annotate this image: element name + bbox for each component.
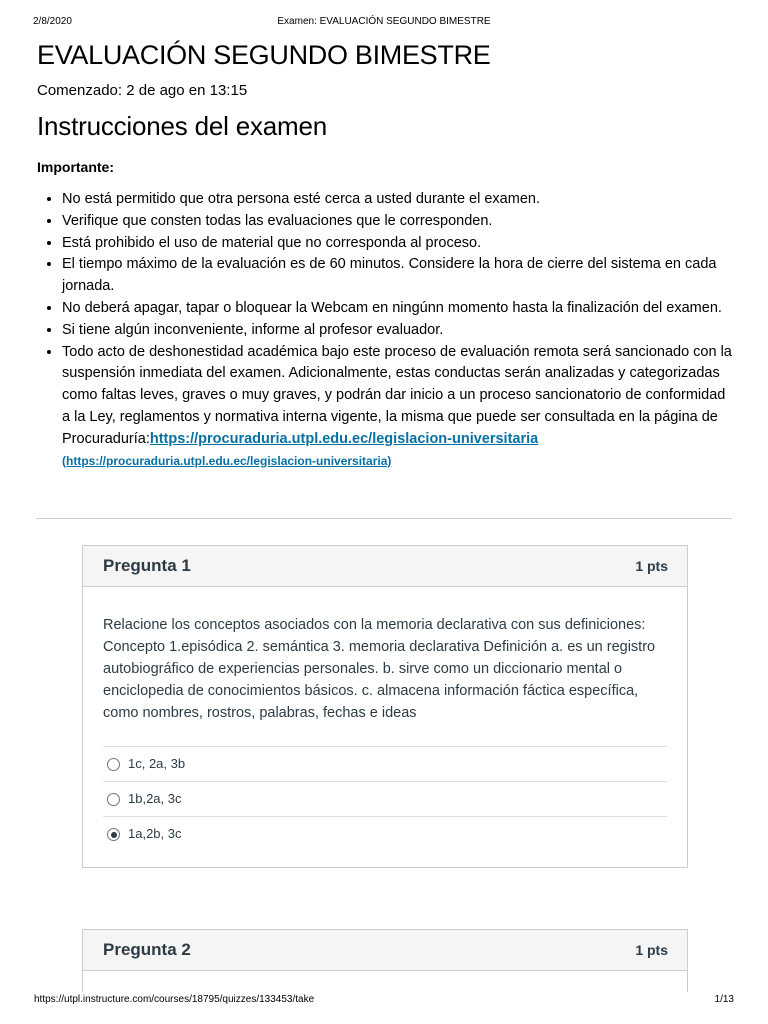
procuraduria-link[interactable]: https://procuraduria.utpl.edu.ec/legislacion-universitaria <box>149 430 539 447</box>
quiz-title: EVALUACIÓN SEGUNDO BIMESTRE <box>37 40 491 70</box>
important-label: Importante: <box>37 159 114 175</box>
print-page-number: 1/13 <box>714 994 734 1005</box>
question-name: Pregunta 2 <box>103 940 191 959</box>
answer-label[interactable]: 1a,2b, 3c <box>128 826 182 841</box>
radio-button[interactable] <box>107 758 120 771</box>
print-date: 2/8/2020 <box>33 16 72 27</box>
answer-option[interactable] <box>103 781 667 816</box>
section-divider <box>36 518 732 519</box>
answer-option-selected[interactable] <box>103 816 667 867</box>
answer-label[interactable]: 1c, 2a, 3b <box>128 756 186 771</box>
print-footer <box>0 994 768 1008</box>
quiz-content <box>37 38 732 470</box>
answer-list <box>103 746 667 867</box>
question-text: Relacione los conceptos asociados con la memoria declarativa con sus definiciones: Concepto 1.episódica 2. semántica 3. memoria declarativa Definición a. es un registro autobiográfico de experiencias personales. b. sirve como un diccionario mental o enciclopedia de conocimientos básicos. c. almacena información fáctica específica, como nombres, rostros, palabras, fechas e ideas <box>103 617 656 721</box>
question-points: 1 pts <box>635 558 668 574</box>
procuraduria-link-url[interactable]: (https://procuraduria.utpl.edu.ec/legislacion-universitaria) <box>62 453 392 468</box>
rule-item: • Está prohibido el uso de material que no corresponda al proceso. <box>62 233 732 255</box>
rule-item: • No está permitido que otra persona esté cerca a usted durante el examen. <box>62 189 732 211</box>
rule-item: • No deberá apagar, tapar o bloquear la Webcam en ningúnn momento hasta la finalización del examen. <box>62 298 732 320</box>
answer-option[interactable] <box>103 746 667 781</box>
question-body <box>83 587 687 867</box>
instructions-title: Instrucciones del examen <box>37 111 328 141</box>
radio-button-selected[interactable] <box>107 828 120 841</box>
question-header <box>83 930 687 971</box>
rule-item: • Verifique que consten todas las evaluaciones que le corresponden. <box>62 211 732 233</box>
rule-item: • Si tiene algún inconveniente, informe al profesor evaluador. <box>62 320 732 342</box>
rule-item: • El tiempo máximo de la evaluación es de 60 minutos. Considere la hora de cierre del sistema en cada jornada. <box>62 254 732 298</box>
answer-label[interactable]: 1b,2a, 3c <box>128 791 182 806</box>
question-card-2 <box>82 929 688 992</box>
question-name: Pregunta 1 <box>103 556 191 575</box>
rule-text: Todo acto de deshonestidad académica bajo este proceso de evaluación remota será sancionado con la suspensión inmediata del examen. Adicionalmente, estas conductas serán analizadas y categorizadas como faltas leves, graves o muy graves, y podrán dar inicio a un proceso sancionatorio de conformidad a la Ley, reglamentos y normativa interna vigente, la misma que puede ser consultada en la página de Procuraduría: <box>62 343 732 447</box>
print-title: Examen: EVALUACIÓN SEGUNDO BIMESTRE <box>277 16 491 27</box>
rule-item-academic-dishonesty <box>62 342 732 470</box>
quiz-started-time: Comenzado: 2 de ago en 13:15 <box>37 82 248 99</box>
question-card-1 <box>82 545 688 868</box>
print-url: https://utpl.instructure.com/courses/18795/quizzes/133453/take <box>34 994 315 1005</box>
question-header <box>83 546 687 587</box>
rules-list <box>37 189 732 470</box>
question-points: 1 pts <box>635 942 668 958</box>
radio-button[interactable] <box>107 793 120 806</box>
print-header <box>0 16 768 30</box>
